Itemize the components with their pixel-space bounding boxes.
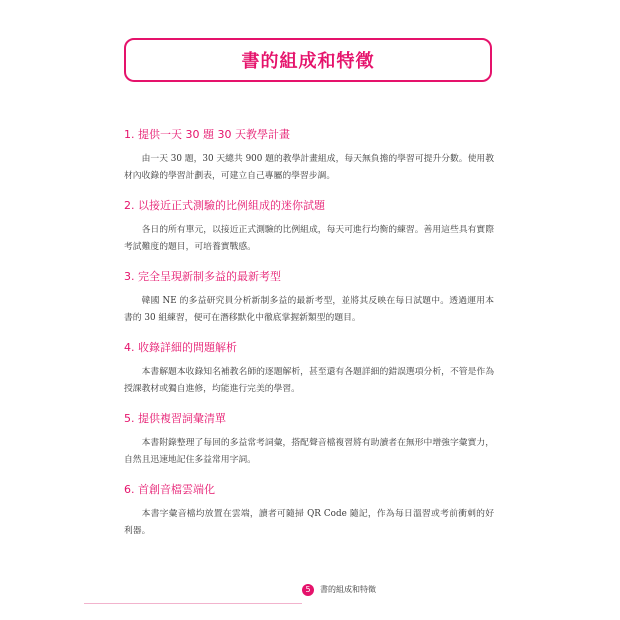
section-body: 韓國 NE 的多益研究員分析新制多益的最新考型，並將其反映在每日試題中。透過運用本書的 30 組練習，便可在潛移默化中徹底掌握新類型的題目。	[124, 296, 494, 323]
section-body: 本書附錄整理了每回的多益常考詞彙，搭配聲音檔複習將有助讀者在無形中增強字彙實力，自然且迅速地記住多益常用字詞。	[124, 438, 494, 465]
section-heading: 2. 以接近正式測驗的比例組成的迷你試題	[124, 199, 325, 212]
section-1	[124, 128, 494, 185]
section-heading: 3. 完全呈現新制多益的最新考型	[124, 270, 281, 283]
footer-section-label: 書的組成和特徵	[320, 585, 376, 594]
section-heading: 5. 提供複習詞彙清單	[124, 412, 226, 425]
footer-divider	[84, 603, 302, 604]
section-body: 由一天 30 題，30 天總共 900 題的教學計畫組成，每天無負擔的學習可提升分數。使用教材內收錄的學習計劃表，可建立自己專屬的學習步調。	[124, 154, 494, 181]
page-title: 書的組成和特徵	[241, 51, 375, 72]
section-2	[124, 199, 494, 256]
section-5	[124, 412, 494, 469]
section-body: 本書字彙音檔均放置在雲端，讀者可隨掃 QR Code 隨記，作為每日溫習或考前衝刺的好利器。	[124, 509, 494, 536]
section-heading: 4. 收錄詳細的問題解析	[124, 341, 237, 354]
section-body: 各日的所有單元，以接近正式測驗的比例組成，每天可進行均衡的練習。善用這些具有實際考試難度的題目，可培養實戰感。	[124, 225, 494, 252]
section-body: 本書解題本收錄知名補教名師的逐題解析，甚至還有各題詳細的錯誤選項分析，不管是作為授課教材或獨自進修，均能進行完美的學習。	[124, 367, 494, 394]
page-number-badge: 5	[302, 584, 314, 596]
section-heading: 1. 提供一天 30 題 30 天教學計畫	[124, 128, 290, 141]
sections-list	[124, 128, 494, 554]
section-6	[124, 483, 494, 540]
section-4	[124, 341, 494, 398]
section-heading: 6. 首創音檔雲端化	[124, 483, 215, 496]
page-title-box	[124, 38, 492, 82]
section-3	[124, 270, 494, 327]
